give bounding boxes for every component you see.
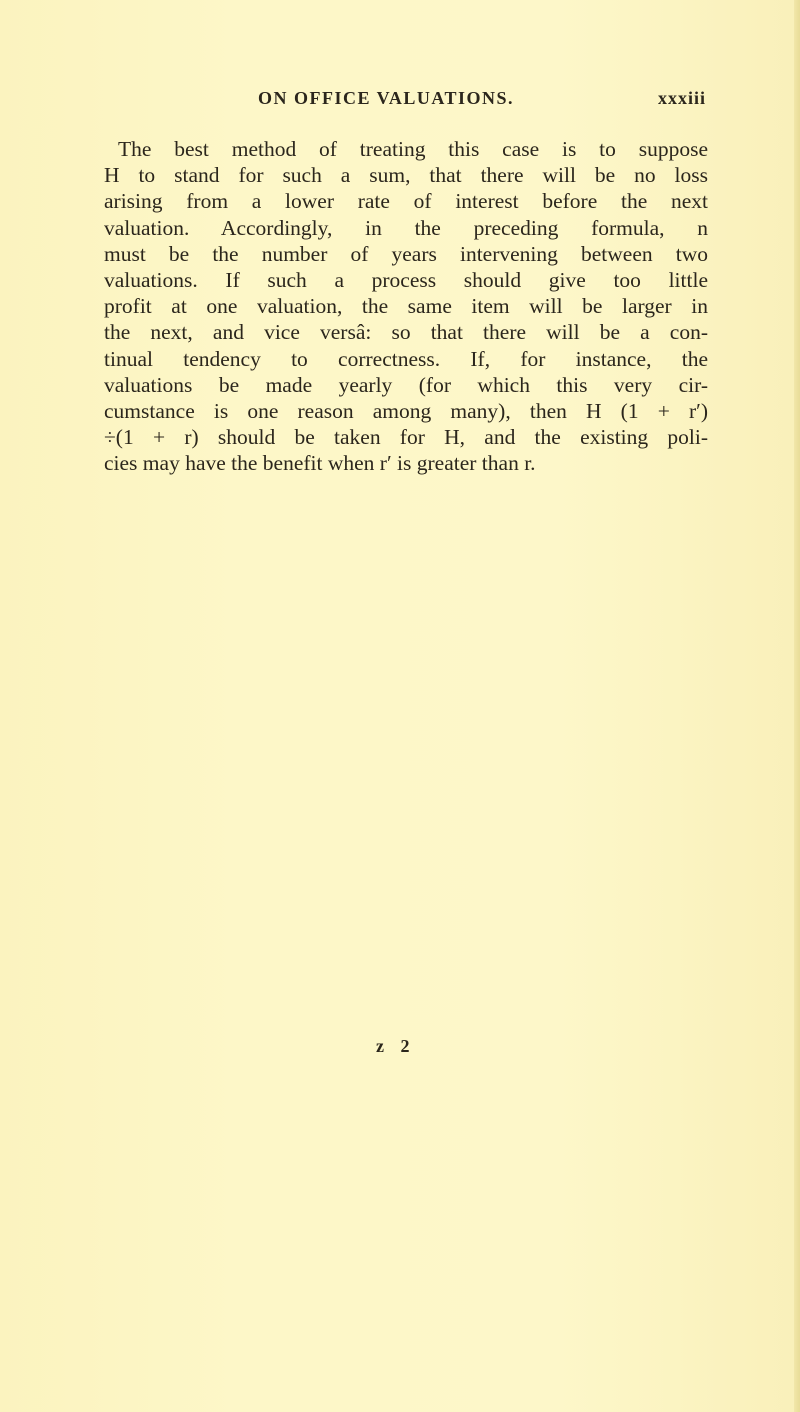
body-paragraph xyxy=(104,136,708,476)
paragraph-line: H to stand for such a sum, that there will be no loss xyxy=(104,163,708,188)
paragraph-line: ÷(1 + r) should be taken for H, and the existing poli- xyxy=(104,425,708,450)
paragraph-line: valuation. Accordingly, in the preceding formula, n xyxy=(104,215,708,240)
paragraph-line: profit at one valuation, the same item will be larger in xyxy=(104,294,708,319)
paragraph-line: valuations. If such a process should give too little xyxy=(104,267,708,292)
running-head-title: ON OFFICE VALUATIONS. xyxy=(258,88,515,108)
paragraph-line: arising from a lower rate of interest before the next xyxy=(104,189,708,214)
signature-mark: z 2 xyxy=(376,1036,416,1056)
paragraph-line: The best method of treating this case is to suppose xyxy=(118,137,708,161)
paragraph-line: valuations be made yearly (for which this very cir- xyxy=(104,372,708,397)
page-edge xyxy=(794,0,800,1412)
paragraph-line: tinual tendency to correctness. If, for instance, the xyxy=(104,346,708,371)
paragraph-line: cies may have the benefit when r′ is greater than r. xyxy=(104,451,536,476)
paragraph-line: must be the number of years intervening between two xyxy=(104,241,708,266)
paragraph-line: the next, and vice versâ: so that there will be a con- xyxy=(104,320,708,345)
running-head xyxy=(258,88,706,114)
paragraph-line: cumstance is one reason among many), then H (1 + r′) xyxy=(104,398,708,423)
page-number: xxxiii xyxy=(657,88,706,108)
